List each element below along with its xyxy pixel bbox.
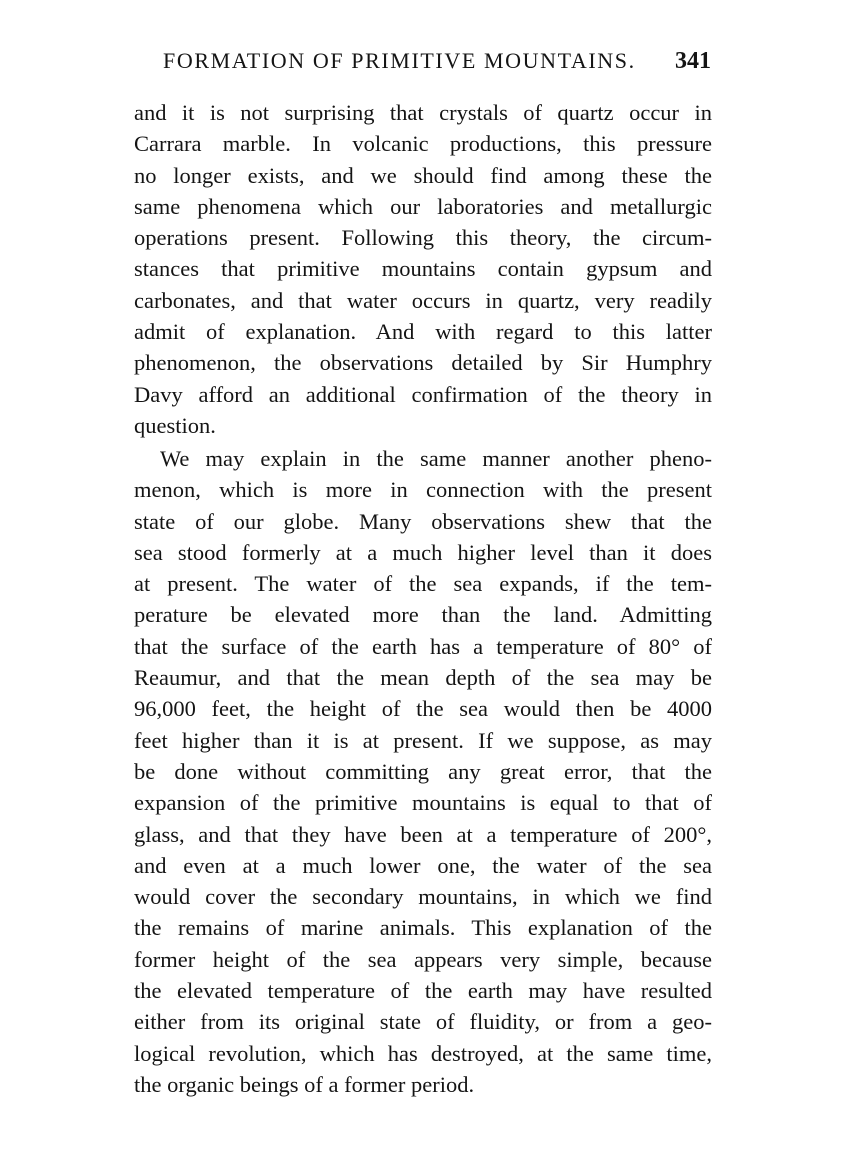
page-number: 341	[675, 48, 711, 74]
text-line: state of our globe. Many observations shew that the	[134, 508, 712, 534]
text-line: would cover the secondary mountains, in which we find	[134, 884, 712, 910]
text-line: no longer exists, and we should find among these the	[134, 162, 712, 188]
text-line: carbonates, and that water occurs in quartz, very readily	[134, 287, 712, 313]
text-line: We may explain in the same manner another pheno-	[160, 446, 712, 471]
text-line: the elevated temperature of the earth may have resulted	[134, 978, 712, 1004]
text-line: at present. The water of the sea expands, if the tem-	[134, 571, 712, 597]
text-line: the organic beings of a former period.	[134, 1071, 475, 1097]
text-line: Davy afford an additional confirmation of the theory in	[134, 381, 712, 407]
running-title: FORMATION OF PRIMITIVE MOUNTAINS.	[163, 48, 636, 73]
text-line: the remains of marine animals. This explanation of the	[134, 915, 712, 941]
text-line: sea stood formerly at a much higher level than it does	[134, 539, 712, 565]
text-line: be done without committing any great error, that the	[134, 758, 712, 784]
text-line: glass, and that they have been at a temperature of 200°,	[134, 821, 712, 847]
text-line: admit of explanation. And with regard to this latter	[134, 319, 712, 345]
text-line: that the surface of the earth has a temperature of 80° of	[134, 633, 712, 659]
text-line: former height of the sea appears very simple, because	[134, 946, 712, 972]
running-head	[163, 44, 711, 78]
text-line: feet higher than it is at present. If we suppose, as may	[134, 727, 712, 753]
text-line: same phenomena which our laboratories and metallurgic	[134, 193, 712, 219]
text-line: perature be elevated more than the land. Admitting	[134, 602, 712, 628]
text-line: 96,000 feet, the height of the sea would then be 4000	[134, 696, 712, 722]
text-line: and even at a much lower one, the water of the sea	[134, 852, 712, 878]
paragraph-2	[134, 443, 712, 1100]
text-line: either from its original state of fluidity, or from a geo-	[134, 1009, 712, 1035]
text-line: operations present. Following this theory, the circum-	[134, 225, 712, 251]
text-line: Carrara marble. In volcanic productions, this pressure	[134, 131, 712, 157]
text-line: logical revolution, which has destroyed, at the same time,	[134, 1040, 712, 1066]
text-line: Reaumur, and that the mean depth of the sea may be	[134, 665, 712, 691]
text-line: stances that primitive mountains contain gypsum and	[134, 256, 712, 282]
paragraph-1	[134, 97, 712, 441]
text-line: menon, which is more in connection with the present	[134, 477, 712, 503]
text-line: and it is not surprising that crystals of quartz occur in	[134, 100, 712, 125]
text-line: expansion of the primitive mountains is equal to that of	[134, 790, 712, 816]
text-line: phenomenon, the observations detailed by Sir Humphry	[134, 350, 712, 376]
text-line: question.	[134, 412, 216, 438]
